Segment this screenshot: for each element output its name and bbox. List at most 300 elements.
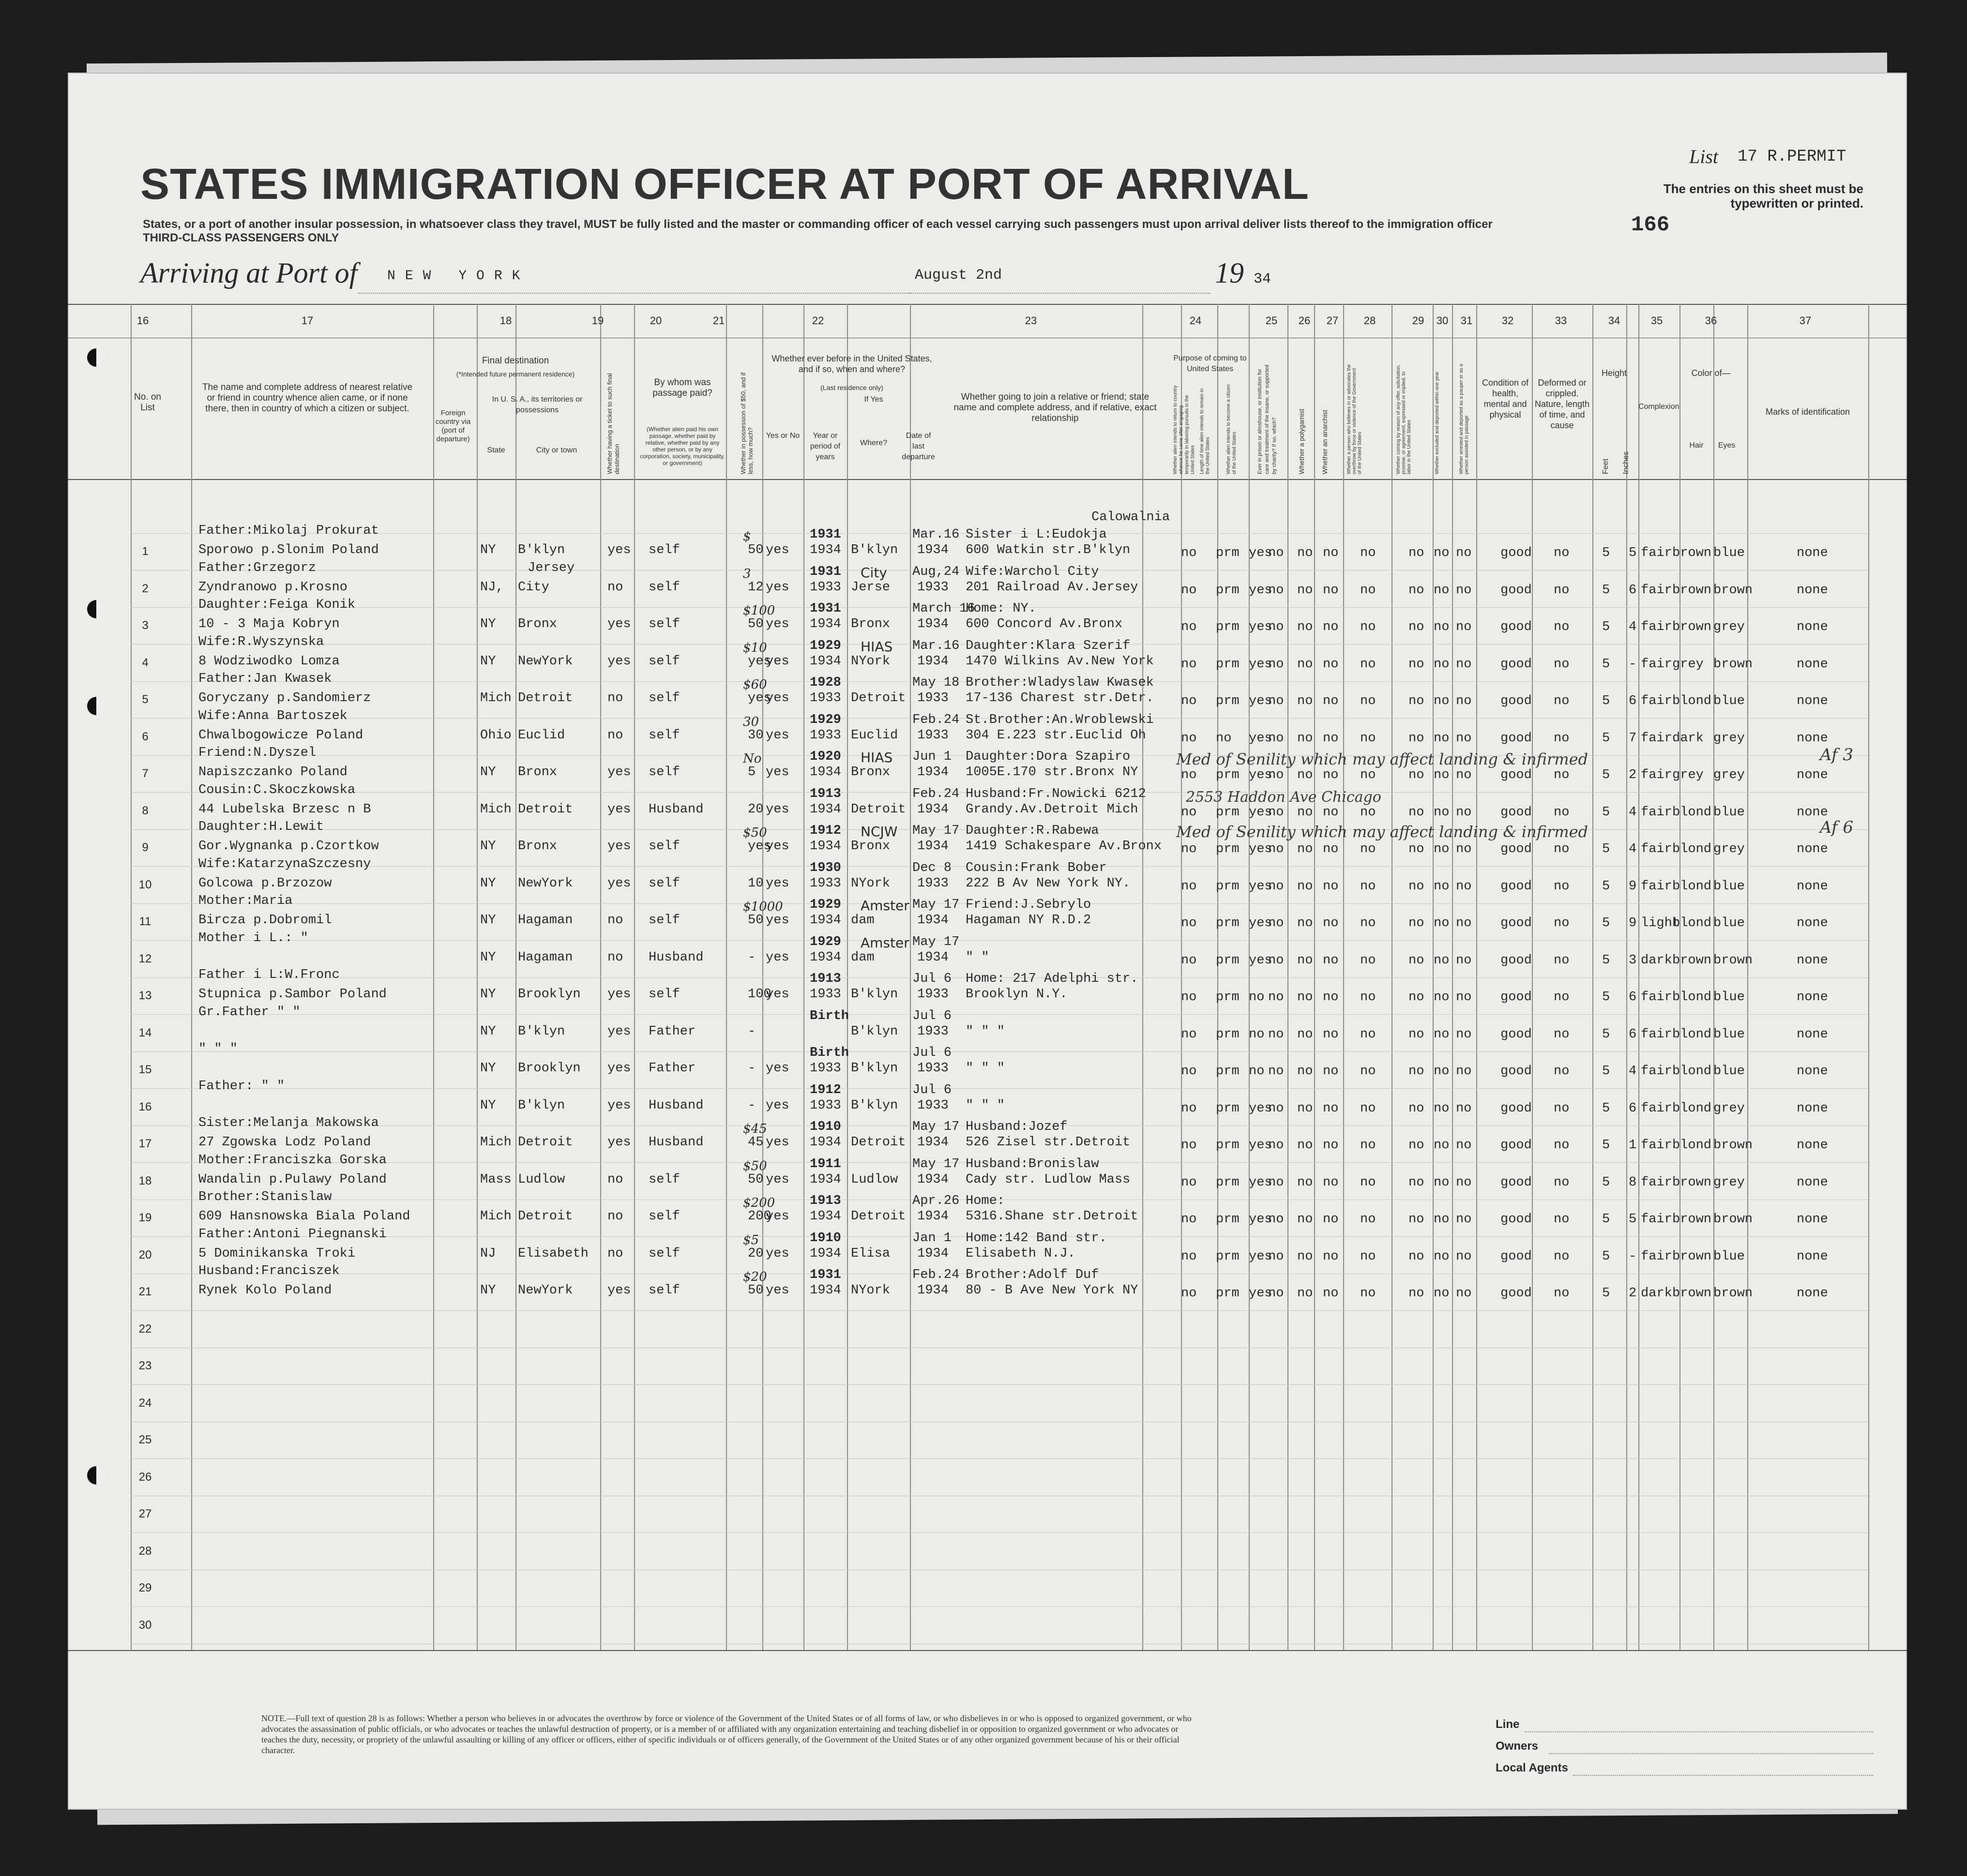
joining-person: Husband:Fr.Nowicki 6212 bbox=[966, 786, 1146, 801]
cell-q30: no bbox=[1434, 694, 1450, 708]
destination-state: Mich bbox=[480, 802, 512, 817]
cell-q27: no bbox=[1323, 1249, 1339, 1264]
relative-name: Father:Mikolaj Prokurat bbox=[198, 524, 379, 538]
cell-q26: no bbox=[1297, 805, 1313, 820]
handwritten-note-row4: Med of Senility which may affect landing & infirmed bbox=[1176, 750, 1588, 768]
cell-eyes: grey bbox=[1713, 731, 1745, 746]
cell-eyes: blue bbox=[1713, 1027, 1745, 1042]
cell-q26: no bbox=[1297, 1286, 1313, 1301]
before-us-yes-no: yes bbox=[766, 617, 789, 631]
cell-q27: no bbox=[1323, 768, 1339, 782]
money-amount: 45 bbox=[748, 1135, 764, 1150]
handwritten-mark-row7: Af 6 bbox=[1820, 818, 1853, 837]
cell-def: no bbox=[1554, 1138, 1570, 1153]
money-amount: yes bbox=[748, 691, 772, 705]
handwritten-mark-row4: Af 3 bbox=[1820, 745, 1853, 765]
cell-marks: none bbox=[1797, 916, 1828, 930]
money-amount: - bbox=[748, 1098, 756, 1113]
cell-q25: no bbox=[1268, 1175, 1284, 1190]
cell-q29: no bbox=[1408, 768, 1424, 782]
joining-person: Friend:J.Sebrylo bbox=[966, 898, 1091, 912]
relative-name: Husband:Franciszek bbox=[198, 1264, 340, 1278]
departure-date-year: 1933 bbox=[917, 580, 949, 595]
cell-q25: no bbox=[1268, 1212, 1284, 1227]
header-city: City or town bbox=[536, 446, 577, 454]
cell-in: 6 bbox=[1629, 694, 1637, 708]
ticket-cell: yes bbox=[607, 876, 631, 891]
destination-city: Hagaman bbox=[518, 913, 573, 928]
column-number: 25 bbox=[1265, 315, 1278, 327]
column-number: 21 bbox=[712, 315, 725, 327]
cell-in: 5 bbox=[1629, 1212, 1637, 1227]
money-amount: 20 bbox=[748, 1246, 764, 1261]
year-suffix: 34 bbox=[1254, 271, 1271, 287]
cell-q30: no bbox=[1434, 620, 1450, 634]
cell-p1: no bbox=[1181, 1249, 1197, 1264]
before-us-yes-no: yes bbox=[766, 1246, 789, 1261]
destination-city: Hagaman bbox=[518, 950, 573, 965]
cell-q31: no bbox=[1456, 583, 1472, 598]
row-divider bbox=[131, 1606, 1868, 1607]
cell-def: no bbox=[1554, 1249, 1570, 1264]
relative-name: Father:Grzegorz bbox=[198, 560, 317, 575]
previous-stay-from: 1929 bbox=[810, 934, 841, 949]
cell-comp: fair bbox=[1641, 1175, 1672, 1190]
cell-ft: 5 bbox=[1602, 1101, 1610, 1116]
column-number: 35 bbox=[1650, 315, 1663, 327]
ticket-cell: no bbox=[607, 728, 623, 743]
relative-address: Gor.Wygnanka p.Czortkow bbox=[198, 839, 379, 854]
cell-p3: yes bbox=[1249, 1286, 1272, 1301]
cell-p2: prm bbox=[1216, 842, 1240, 856]
cell-comp: fair bbox=[1641, 1249, 1672, 1264]
row-divider bbox=[131, 1051, 1868, 1052]
cell-hair: blond bbox=[1672, 842, 1712, 856]
cell-p2: prm bbox=[1216, 546, 1240, 560]
row-number: 7 bbox=[142, 767, 149, 780]
ticket-cell: yes bbox=[607, 617, 631, 631]
joining-person: Husband:Jozef bbox=[966, 1120, 1068, 1134]
cell-p3: yes bbox=[1249, 916, 1272, 930]
destination-city: Detroit bbox=[518, 802, 573, 817]
cell-q27: no bbox=[1323, 1138, 1339, 1153]
departure-date-year: 1933 bbox=[917, 987, 949, 1002]
cell-q30: no bbox=[1434, 916, 1450, 930]
column-number: 32 bbox=[1501, 315, 1514, 327]
footer-owners-label: Owners bbox=[1496, 1740, 1539, 1753]
cell-p3: yes bbox=[1249, 1138, 1272, 1153]
passage-paid-by: Husband bbox=[649, 802, 704, 817]
previous-stay-where: B'klyn bbox=[851, 543, 898, 557]
column-number: 27 bbox=[1326, 315, 1339, 327]
cell-q27: no bbox=[1323, 1175, 1339, 1190]
joining-address: 526 Zisel str.Detroit bbox=[966, 1135, 1131, 1150]
cell-cond: good bbox=[1500, 805, 1532, 820]
joining-address: Elisabeth N.J. bbox=[966, 1246, 1075, 1261]
cell-hair: blond bbox=[1672, 879, 1712, 894]
cell-comp: fair bbox=[1641, 1027, 1672, 1042]
cell-p3: yes bbox=[1249, 842, 1272, 856]
ticket-cell: yes bbox=[607, 1135, 631, 1150]
cell-hair: brown bbox=[1672, 953, 1712, 968]
destination-city: Detroit bbox=[518, 1135, 573, 1150]
previous-stay-org: Amster bbox=[861, 934, 909, 951]
cell-q26: no bbox=[1297, 916, 1313, 930]
departure-date-year: 1934 bbox=[917, 1283, 949, 1298]
cell-cond: good bbox=[1500, 583, 1532, 598]
departure-date-year: 1933 bbox=[917, 1024, 949, 1039]
money-handwritten: $ bbox=[743, 529, 751, 544]
cell-in: 8 bbox=[1629, 1175, 1637, 1190]
cell-q31: no bbox=[1456, 916, 1472, 930]
joining-person: Husband:Bronislaw bbox=[966, 1156, 1099, 1171]
cell-q29: no bbox=[1408, 990, 1424, 1005]
cell-cond: good bbox=[1500, 657, 1532, 672]
relative-address: 5 Dominikanska Troki bbox=[198, 1246, 356, 1261]
cell-q28: no bbox=[1360, 916, 1376, 930]
money-handwritten: $50 bbox=[743, 1158, 767, 1173]
header-usa: In U. S. A., its territories or possessions bbox=[492, 395, 583, 414]
cell-q29: no bbox=[1408, 1212, 1424, 1227]
previous-stay-years: 1934 bbox=[810, 1172, 841, 1187]
header-q28: Whether a person who believes in or advocates the overthrow by force or violence of the Government of the United States bbox=[1347, 364, 1362, 474]
row-number: 16 bbox=[138, 1100, 152, 1113]
cell-def: no bbox=[1554, 990, 1570, 1005]
joining-address: 304 E.223 str.Euclid Oh bbox=[966, 728, 1146, 743]
passage-paid-by: self bbox=[649, 543, 680, 557]
cell-q27: no bbox=[1323, 731, 1339, 746]
cell-p1: no bbox=[1181, 805, 1197, 820]
cell-def: no bbox=[1554, 694, 1570, 708]
row-number: 12 bbox=[138, 952, 152, 965]
cell-hair: brown bbox=[1672, 1175, 1712, 1190]
cell-hair: blond bbox=[1672, 1064, 1712, 1079]
cell-q28: no bbox=[1360, 953, 1376, 968]
destination-state: NJ, bbox=[480, 580, 504, 595]
cell-q31: no bbox=[1456, 1064, 1472, 1079]
relative-address: 44 Lubelska Brzesc n B bbox=[198, 802, 371, 817]
cell-ft: 5 bbox=[1602, 990, 1610, 1005]
passage-paid-by: self bbox=[649, 1209, 680, 1224]
before-us-yes-no: yes bbox=[766, 876, 789, 891]
relative-name: Wife:Anna Bartoszek bbox=[198, 708, 348, 723]
cell-ft: 5 bbox=[1602, 657, 1610, 672]
cell-in: 9 bbox=[1629, 879, 1637, 894]
previous-stay-from: 1928 bbox=[810, 675, 841, 690]
joining-address: 1419 Schakespare Av.Bronx bbox=[966, 839, 1162, 854]
cell-q30: no bbox=[1434, 953, 1450, 968]
cell-p2: prm bbox=[1216, 1249, 1240, 1264]
previous-stay-years: 1933 bbox=[810, 691, 841, 705]
passage-paid-by: Husband bbox=[649, 950, 704, 965]
departure-date-day: Apr.26 bbox=[912, 1194, 960, 1208]
joining-person: Daughter:Dora Szapiro bbox=[966, 750, 1131, 764]
cell-def: no bbox=[1554, 1101, 1570, 1116]
cell-q28: no bbox=[1360, 1138, 1376, 1153]
cell-q30: no bbox=[1434, 731, 1450, 746]
cell-p1: no bbox=[1181, 546, 1197, 560]
cell-in: 2 bbox=[1629, 768, 1637, 782]
previous-stay-where: Detroit bbox=[851, 691, 906, 705]
cell-q25: no bbox=[1268, 916, 1284, 930]
before-us-yes-no: yes bbox=[766, 543, 789, 557]
cell-q31: no bbox=[1456, 1212, 1472, 1227]
departure-date-day: Jul 6 bbox=[912, 972, 952, 986]
previous-stay-where: Bronx bbox=[851, 839, 891, 854]
money-amount: yes bbox=[748, 839, 772, 854]
cell-p1: no bbox=[1181, 768, 1197, 782]
header-final-destination: Final destination bbox=[482, 356, 549, 366]
cell-hair: brown bbox=[1672, 583, 1712, 598]
departure-date-year: 1933 bbox=[917, 1061, 949, 1076]
cell-def: no bbox=[1554, 768, 1570, 782]
manifest-sheet bbox=[68, 73, 1907, 1810]
row-number: 20 bbox=[138, 1248, 152, 1261]
passage-paid-by: Father bbox=[649, 1061, 696, 1076]
departure-date-year: 1934 bbox=[917, 1172, 949, 1187]
cell-def: no bbox=[1554, 620, 1570, 634]
cell-comp: fair bbox=[1641, 583, 1672, 598]
relative-name: Mother i L.: " bbox=[198, 930, 308, 946]
destination-state: NY bbox=[480, 1098, 496, 1113]
cell-q25: no bbox=[1268, 1064, 1284, 1079]
cell-p1: no bbox=[1181, 1212, 1197, 1227]
cell-ft: 5 bbox=[1602, 805, 1610, 820]
cell-marks: none bbox=[1797, 953, 1828, 968]
cell-def: no bbox=[1554, 1175, 1570, 1190]
row-number: 17 bbox=[138, 1137, 152, 1150]
cell-cond: good bbox=[1500, 731, 1532, 746]
cell-in: 4 bbox=[1629, 620, 1637, 634]
row-number: 11 bbox=[139, 915, 151, 928]
departure-date-day: Jul 6 bbox=[912, 1082, 952, 1097]
joining-address: Cady str. Ludlow Mass bbox=[966, 1172, 1131, 1187]
before-us-yes-no: yes bbox=[766, 913, 789, 928]
departure-date-year: 1934 bbox=[917, 1209, 949, 1224]
cell-q27: no bbox=[1323, 953, 1339, 968]
cell-q25: no bbox=[1268, 879, 1284, 894]
relative-address: Stupnica p.Sambor Poland bbox=[198, 987, 387, 1002]
cell-q29: no bbox=[1408, 657, 1424, 672]
cell-hair: brown bbox=[1672, 1212, 1712, 1227]
cell-q27: no bbox=[1323, 842, 1339, 856]
cell-in: - bbox=[1629, 1249, 1637, 1264]
previous-stay-where: B'klyn bbox=[851, 1098, 898, 1113]
joining-person: Daughter:Klara Szerif bbox=[966, 638, 1131, 653]
cell-p1: no bbox=[1181, 1175, 1197, 1190]
cell-p3: no bbox=[1249, 1064, 1265, 1079]
previous-stay-years: 1933 bbox=[810, 580, 841, 595]
cell-q27: no bbox=[1323, 1212, 1339, 1227]
cell-def: no bbox=[1554, 731, 1570, 746]
joining-person: Sister i L:Eudokja bbox=[966, 527, 1107, 542]
header-hair: Hair bbox=[1689, 441, 1704, 450]
header-final-destination-note: (*Intended future permanent residence) bbox=[456, 370, 575, 378]
joining-person: Home: 217 Adelphi str. bbox=[966, 972, 1138, 986]
cell-q28: no bbox=[1360, 731, 1376, 746]
cell-def: no bbox=[1554, 1286, 1570, 1301]
header-rule bbox=[68, 304, 1907, 305]
passage-paid-by: self bbox=[649, 839, 680, 854]
relative-address: Napiszczanko Poland bbox=[198, 765, 348, 780]
cell-p2: prm bbox=[1216, 1101, 1240, 1116]
list-label: List bbox=[1689, 146, 1719, 167]
joining-address: Grandy.Av.Detroit Mich bbox=[966, 802, 1138, 817]
cell-p1: no bbox=[1181, 879, 1197, 894]
header-joining: Whether going to join a relative or friend; state name and complete address, and if relative, exact relationship bbox=[953, 392, 1157, 423]
before-us-yes-no: yes bbox=[766, 1283, 789, 1298]
cell-def: no bbox=[1554, 1212, 1570, 1227]
cell-q26: no bbox=[1297, 768, 1313, 782]
cell-hair: blond bbox=[1672, 1101, 1712, 1116]
header-before-us-note: (Last residence only) bbox=[820, 384, 883, 391]
column-number: 26 bbox=[1298, 315, 1311, 327]
passage-paid-by: Father bbox=[649, 1024, 696, 1039]
header-q24a: Whether alien intends to return to country whence he came after engaging temporarily in laboring pursuits in the United States bbox=[1173, 385, 1195, 474]
cell-q30: no bbox=[1434, 1249, 1450, 1264]
cell-q25: no bbox=[1268, 694, 1284, 708]
binder-hole bbox=[87, 1466, 106, 1485]
row-number: 25 bbox=[138, 1433, 152, 1446]
column-number: 20 bbox=[650, 315, 662, 327]
row-divider bbox=[131, 1384, 1868, 1385]
cell-q31: no bbox=[1456, 1027, 1472, 1042]
cell-cond: good bbox=[1500, 953, 1532, 968]
entries-note: The entries on this sheet must be typewritten or printed. bbox=[1663, 181, 1863, 210]
cell-hair: brown bbox=[1672, 546, 1712, 560]
cell-q30: no bbox=[1434, 768, 1450, 782]
cell-p3: no bbox=[1249, 1027, 1265, 1042]
ticket-cell: yes bbox=[607, 765, 631, 780]
previous-stay-org: NCJW bbox=[861, 824, 898, 840]
cell-q28: no bbox=[1360, 805, 1376, 820]
cell-in: 6 bbox=[1629, 583, 1637, 598]
destination-state: Ohio bbox=[480, 728, 512, 743]
cell-p1: no bbox=[1181, 990, 1197, 1005]
column-number: 34 bbox=[1608, 315, 1620, 327]
cell-q28: no bbox=[1360, 657, 1376, 672]
cell-eyes: blue bbox=[1713, 805, 1745, 820]
column-number: 31 bbox=[1460, 315, 1473, 327]
money-handwritten: $100 bbox=[743, 603, 775, 618]
relative-name: Brother:Stanislaw bbox=[198, 1190, 332, 1204]
cell-p3: yes bbox=[1249, 953, 1272, 968]
previous-stay-org: Amster bbox=[861, 898, 909, 914]
passage-paid-by: self bbox=[649, 580, 680, 595]
destination-state: Mich bbox=[480, 691, 512, 705]
header-if-yes: If Yes bbox=[864, 395, 883, 404]
cell-q31: no bbox=[1456, 731, 1472, 746]
departure-date-day: Feb.24 bbox=[912, 1268, 960, 1282]
previous-stay-from: Birth bbox=[810, 1008, 849, 1023]
row-number: 18 bbox=[138, 1174, 152, 1187]
cell-eyes: blue bbox=[1713, 879, 1745, 894]
cell-q26: no bbox=[1297, 842, 1313, 856]
column-divider bbox=[1868, 304, 1869, 1650]
cell-hair: grey bbox=[1672, 657, 1704, 672]
cell-q29: no bbox=[1408, 879, 1424, 894]
header-passage: By whom was passage paid? bbox=[652, 377, 712, 398]
joining-address: Hagaman NY R.D.2 bbox=[966, 913, 1091, 928]
departure-date-day: Feb.24 bbox=[912, 786, 960, 801]
cell-q27: no bbox=[1323, 546, 1339, 560]
money-handwritten: $5 bbox=[743, 1232, 759, 1247]
header-inches: Inches bbox=[1622, 451, 1630, 474]
cell-ft: 5 bbox=[1602, 1064, 1610, 1079]
joining-person: Brother:Wladyslaw Kwasek bbox=[966, 675, 1154, 690]
cell-ft: 5 bbox=[1602, 1138, 1610, 1153]
cell-q31: no bbox=[1456, 768, 1472, 782]
cell-q25: no bbox=[1268, 1101, 1284, 1116]
joining-person: Home: NY. bbox=[966, 601, 1036, 616]
cell-q28: no bbox=[1360, 1286, 1376, 1301]
header-q31: Whether arrested and deported as a pauper or as a person assisted in passage bbox=[1459, 364, 1469, 474]
before-us-yes-no: yes bbox=[766, 691, 789, 705]
previous-stay-from: 1929 bbox=[810, 712, 841, 727]
passage-paid-by: self bbox=[649, 987, 680, 1002]
money-handwritten: $50 bbox=[743, 825, 767, 840]
cell-q25: no bbox=[1268, 990, 1284, 1005]
header-q30: Whether excluded and deported within one year bbox=[1435, 371, 1440, 474]
cell-q31: no bbox=[1456, 990, 1472, 1005]
relative-name: Mother:Maria bbox=[198, 894, 293, 908]
cell-eyes: grey bbox=[1713, 620, 1745, 634]
cell-q26: no bbox=[1297, 1101, 1313, 1116]
cell-p2: prm bbox=[1216, 916, 1240, 930]
previous-stay-where: B'klyn bbox=[851, 1024, 898, 1039]
row-number: 13 bbox=[138, 989, 152, 1002]
cell-p1: no bbox=[1181, 916, 1197, 930]
destination-state: NY bbox=[480, 876, 496, 891]
cell-q27: no bbox=[1323, 1027, 1339, 1042]
column-number: 37 bbox=[1799, 315, 1812, 327]
cell-ft: 5 bbox=[1602, 879, 1610, 894]
header-eyes: Eyes bbox=[1718, 441, 1736, 450]
relative-name: Wife:R.Wyszynska bbox=[198, 634, 324, 649]
ticket-cell: yes bbox=[607, 543, 631, 557]
row-number: 23 bbox=[138, 1359, 152, 1372]
cell-cond: good bbox=[1500, 546, 1532, 560]
column-number: 29 bbox=[1412, 315, 1424, 327]
previous-stay-from: 1931 bbox=[810, 564, 841, 579]
cell-q31: no bbox=[1456, 694, 1472, 708]
previous-stay-org: HIAS bbox=[861, 750, 893, 765]
cell-q26: no bbox=[1297, 1175, 1313, 1190]
cell-q26: no bbox=[1297, 953, 1313, 968]
header-marks: Marks of identification bbox=[1765, 407, 1850, 417]
cell-p1: no bbox=[1181, 657, 1197, 672]
cell-p2: prm bbox=[1216, 1138, 1240, 1153]
previous-stay-where: NYork bbox=[851, 1283, 891, 1298]
header-color-of: Color of— bbox=[1691, 368, 1731, 378]
cell-def: no bbox=[1554, 583, 1570, 598]
cell-marks: none bbox=[1797, 990, 1828, 1005]
previous-stay-where: Jerse bbox=[851, 580, 891, 595]
money-handwritten: 30 bbox=[743, 714, 759, 729]
cell-q31: no bbox=[1456, 1286, 1472, 1301]
row-divider bbox=[131, 940, 1868, 941]
passage-paid-by: self bbox=[649, 617, 680, 631]
row-number: 28 bbox=[138, 1544, 152, 1558]
cell-q28: no bbox=[1360, 1064, 1376, 1079]
passage-paid-by: self bbox=[649, 654, 680, 669]
previous-stay-from: 1931 bbox=[810, 601, 841, 616]
cell-p2: prm bbox=[1216, 953, 1240, 968]
money-amount: 20 bbox=[748, 802, 764, 817]
joining-address: 17-136 Charest str.Detr. bbox=[966, 691, 1154, 705]
destination-state: NY bbox=[480, 913, 496, 928]
cell-eyes: grey bbox=[1713, 1175, 1745, 1190]
